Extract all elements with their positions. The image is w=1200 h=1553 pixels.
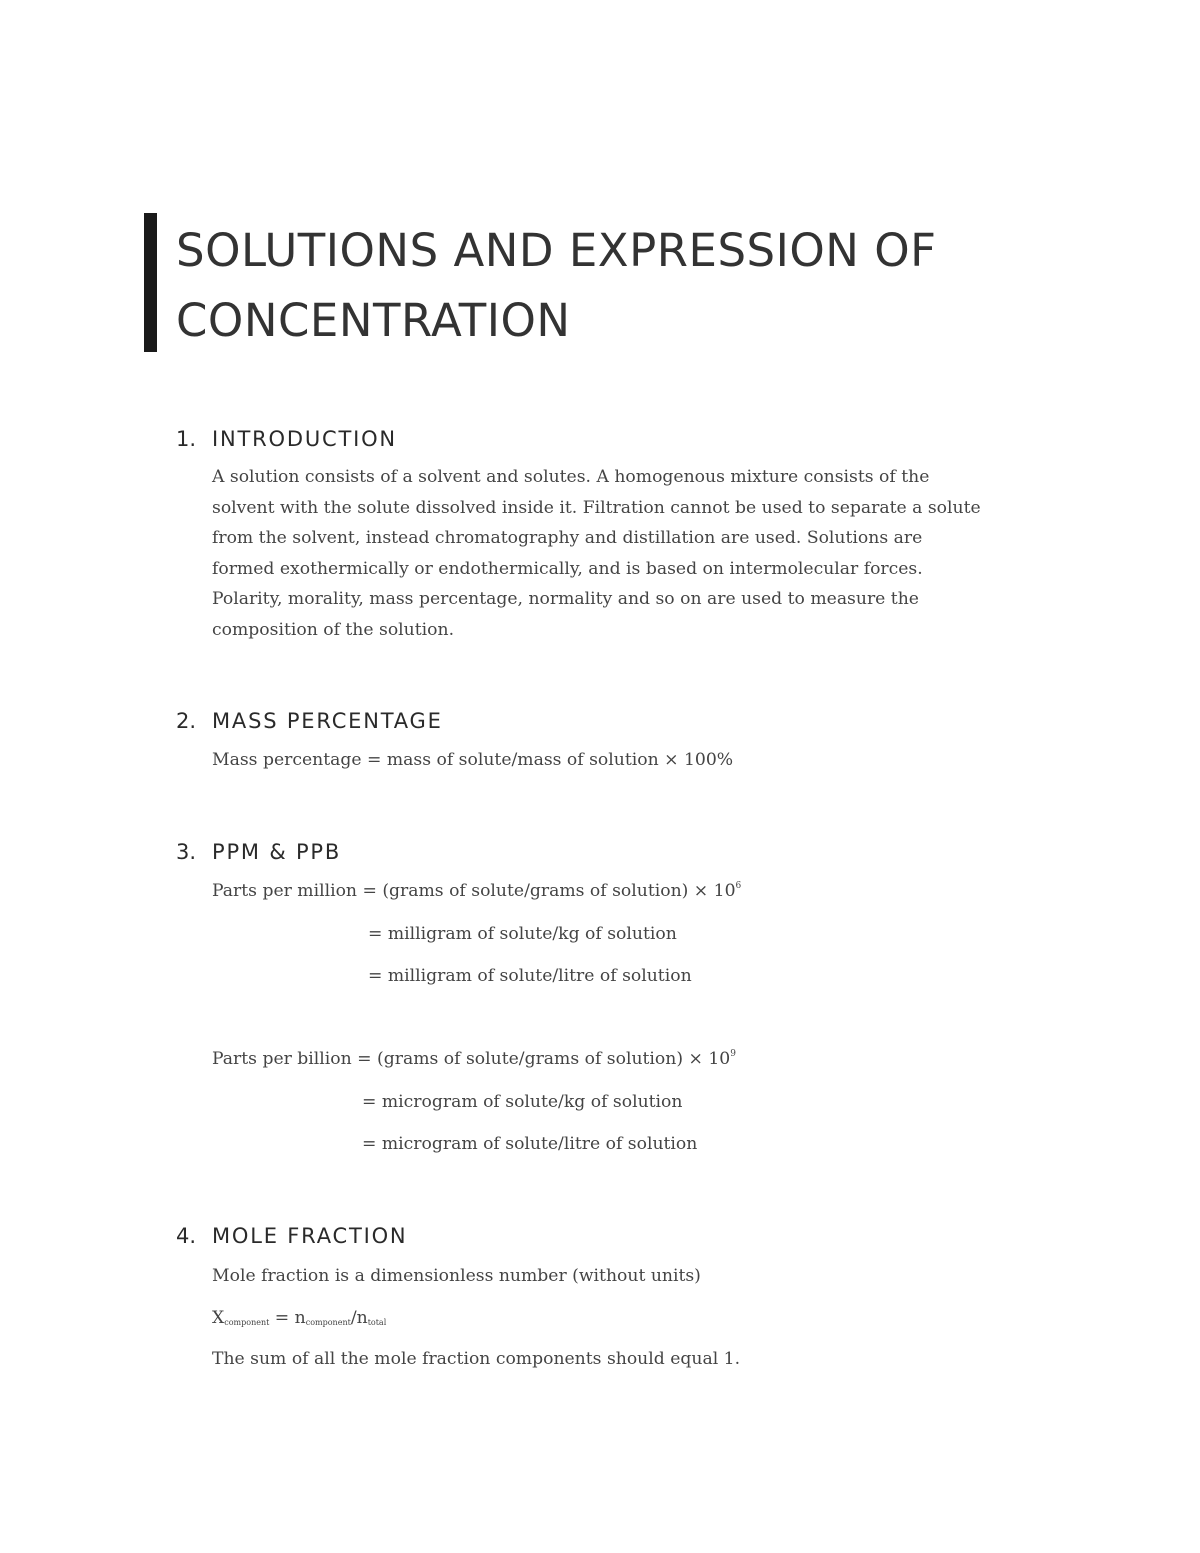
document-title <box>176 216 1076 356</box>
ppm-formula-line-3: = milligram of solute/litre of solution <box>368 966 692 986</box>
section-heading-ppm-ppb <box>176 838 341 866</box>
section-heading-text: MASS PERCENTAGE <box>212 709 443 733</box>
ppm-formula-text: Parts per million = (grams of solute/grams of solution) × 10 <box>212 881 736 901</box>
section-number: 3. <box>176 840 197 864</box>
section-number: 1. <box>176 427 197 451</box>
paragraph-line: formed exothermically or endothermically, and is based on intermolecular forces. <box>212 558 923 579</box>
ppm-exponent: 6 <box>735 881 742 891</box>
section-heading-text: MOLE FRACTION <box>212 1224 408 1248</box>
section-number: 2. <box>176 709 197 733</box>
document-title-line-2: CONCENTRATION <box>176 294 571 347</box>
ppb-formula-line-1 <box>212 1047 736 1071</box>
section-heading-mass-percentage <box>176 707 443 735</box>
formula-slash-n: /n <box>350 1308 368 1328</box>
ppm-formula-line-1 <box>212 879 741 903</box>
ppb-formula-line-2: = microgram of solute/kg of solution <box>362 1092 683 1112</box>
section-heading-text: PPM & PPB <box>212 840 342 864</box>
formula-x: X <box>212 1308 225 1328</box>
introduction-paragraph <box>212 462 1032 645</box>
mole-fraction-sum-note: The sum of all the mole fraction components should equal 1. <box>212 1349 741 1369</box>
title-accent-bar <box>144 213 157 352</box>
formula-equals-n: = n <box>269 1308 306 1328</box>
mass-percentage-formula: Mass percentage = mass of solute/mass of solution × 100% <box>212 750 734 770</box>
section-heading-mole-fraction <box>176 1222 407 1250</box>
paragraph-line: Polarity, morality, mass percentage, normality and so on are used to measure the <box>212 589 919 609</box>
paragraph-line: from the solvent, instead chromatography and distillation are used. Solutions are <box>212 528 923 548</box>
paragraph-line: composition of the solution. <box>212 619 455 640</box>
mole-fraction-formula <box>212 1306 386 1330</box>
ppm-formula-line-2: = milligram of solute/kg of solution <box>368 924 677 944</box>
ppb-formula-line-3: = microgram of solute/litre of solution <box>362 1134 698 1154</box>
section-number: 4. <box>176 1224 197 1248</box>
section-heading-text: INTRODUCTION <box>212 427 397 451</box>
document-title-line-1: SOLUTIONS AND EXPRESSION OF <box>176 224 937 277</box>
formula-x-subscript: component <box>224 1318 270 1327</box>
formula-total-subscript: total <box>367 1318 387 1327</box>
paragraph-line: solvent with the solute dissolved inside it. Filtration cannot be used to separate a solute <box>212 497 981 518</box>
paragraph-line: A solution consists of a solvent and solutes. A homogenous mixture consists of the <box>212 467 930 487</box>
ppb-exponent: 9 <box>730 1049 736 1059</box>
ppb-formula-text: Parts per billion = (grams of solute/grams of solution) × 10 <box>212 1049 731 1069</box>
formula-n-subscript: component <box>305 1318 351 1327</box>
mole-fraction-description: Mole fraction is a dimensionless number (without units) <box>212 1266 701 1286</box>
section-heading-introduction <box>176 425 397 453</box>
